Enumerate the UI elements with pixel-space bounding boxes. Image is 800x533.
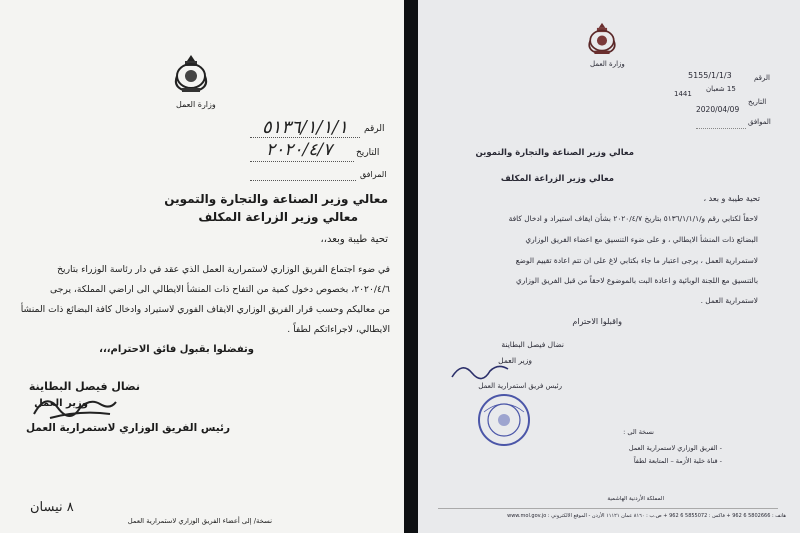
hijri-year: 1441	[674, 90, 692, 98]
signer-title: وزير العمل	[34, 398, 88, 409]
body-line-2: البضائع ذات المنشأ الايطالي ، و على ضوء التنسيق مع اعضاء الفريق الوزاري	[525, 235, 758, 244]
signature-icon	[448, 355, 518, 385]
body-line-1: في ضوء اجتماع الفريق الوزاري لاستمرارية العمل الذي عقد في دار رئاسة الوزراء بتاريخ	[57, 264, 390, 275]
signer-title: وزير العمل	[498, 356, 532, 365]
body-line-2: ٢٠٢٠/٤/٦، بخصوص دخول كمية من التفاح ذات المنشأ الايطالي الى اراضي المملكة، يرجى	[50, 284, 390, 295]
page-divider	[404, 0, 418, 533]
body-line-3: لاستمرارية العمل ، يرجى اعتبار ما جاء بكتابي لاغ على ان تتم اعادة تقييم الوضع	[515, 256, 758, 265]
signature-icon	[30, 388, 120, 422]
signer-role: رئيس فريق استمرارية العمل	[478, 382, 562, 390]
cc-item-1: - الفريق الوزاري لاستمرارية العمل	[628, 444, 722, 452]
signer-role: رئيس الفريق الوزاري لاستمرارية العمل	[25, 422, 230, 434]
date-value: ٢٠٢٠/٤/٧	[266, 140, 333, 160]
body-line-5: لاستمرارية العمل .	[700, 296, 758, 305]
ref-number: ٥١٣٦/١/١/١	[262, 117, 348, 138]
official-stamp-icon	[476, 392, 532, 448]
signer-name: نضال فيصل البطاينة	[501, 340, 564, 349]
jordan-emblem-icon	[172, 52, 210, 94]
cc-label: نسخة الى :	[623, 428, 654, 436]
footer-contact: هاتف : 5802666 6 962 + فاكس : 5855072 6 962 + ص.ب : ٨١٦٠ عمان ١١١٢١ الأردن - الموقع الالكتروني : www.mol.gov.jo	[507, 513, 786, 519]
attachments-label: الموافق	[748, 118, 771, 126]
ref-number: 5155/1/1/3	[688, 71, 732, 80]
recipient-line-2: معالي وزير الزراعة المكلف	[500, 174, 614, 184]
ref-label: الرقم	[754, 74, 770, 82]
cc-item-2: - قناة خلية الأزمة – المتابعة لطفاً	[633, 457, 722, 465]
recipient-line-2: معالي وزير الزراعة المكلف	[198, 210, 358, 224]
handwritten-date: ٨ نيسان	[30, 500, 74, 515]
body-line-3: من معاليكم وحسب قرار الفريق الوزاري الايقاف الفوري لاستيراد وادخال كافة البضائع ذات المنشأ	[20, 304, 390, 315]
greeting: تحية طيبة وبعد،،	[320, 234, 388, 245]
body-line-4: الايطالي، لاجراءاتكم لطفاً .	[287, 324, 390, 335]
cc-line: نسخة/ إلى أعضاء الفريق الوزاري لاستمرارية العمل	[127, 517, 272, 525]
recipient-line-1: معالي وزير الصناعة والتجارة والتموين	[164, 192, 388, 206]
hijri-date: 15 شعبان	[706, 85, 736, 93]
greeting: تحية طيبة و بعد ،	[703, 194, 760, 203]
date-label: التاريخ	[356, 148, 380, 158]
jordan-emblem-icon	[586, 20, 618, 56]
ministry-name: وزارة العمل	[590, 60, 625, 68]
body-line-1: لاحقاً لكتابي رقم و/٥١٣٦/١/١/١ بتاريخ ٢٠٢٠/٤/٧ بشأن ايقاف استيراد و ادخال كافة	[508, 214, 758, 223]
closing: واقبلوا الاحترام	[572, 317, 622, 326]
body-line-4: بالتنسيق مع اللجنة الوبائية و اعادة البت بالموضوع لاحقاً من قبل الفريق الوزاري	[515, 276, 758, 285]
date-label: التاريخ	[748, 98, 767, 106]
signer-name: نضال فيصل البطاينة	[28, 380, 140, 393]
right-letter	[418, 0, 800, 533]
recipient-line-1: معالي وزير الصناعة والتجارة والتموين	[475, 148, 634, 158]
attachments-label: المرافق	[360, 170, 387, 179]
ref-label: الرقم	[364, 124, 385, 134]
ministry-name: وزارة العمل	[176, 100, 216, 109]
date-value: 2020/04/09	[696, 105, 740, 114]
closing: وتفضلوا بقبول فائق الاحترام،،،	[99, 344, 254, 355]
footer-country: المملكة الأردنية الهاشمية	[607, 496, 664, 502]
